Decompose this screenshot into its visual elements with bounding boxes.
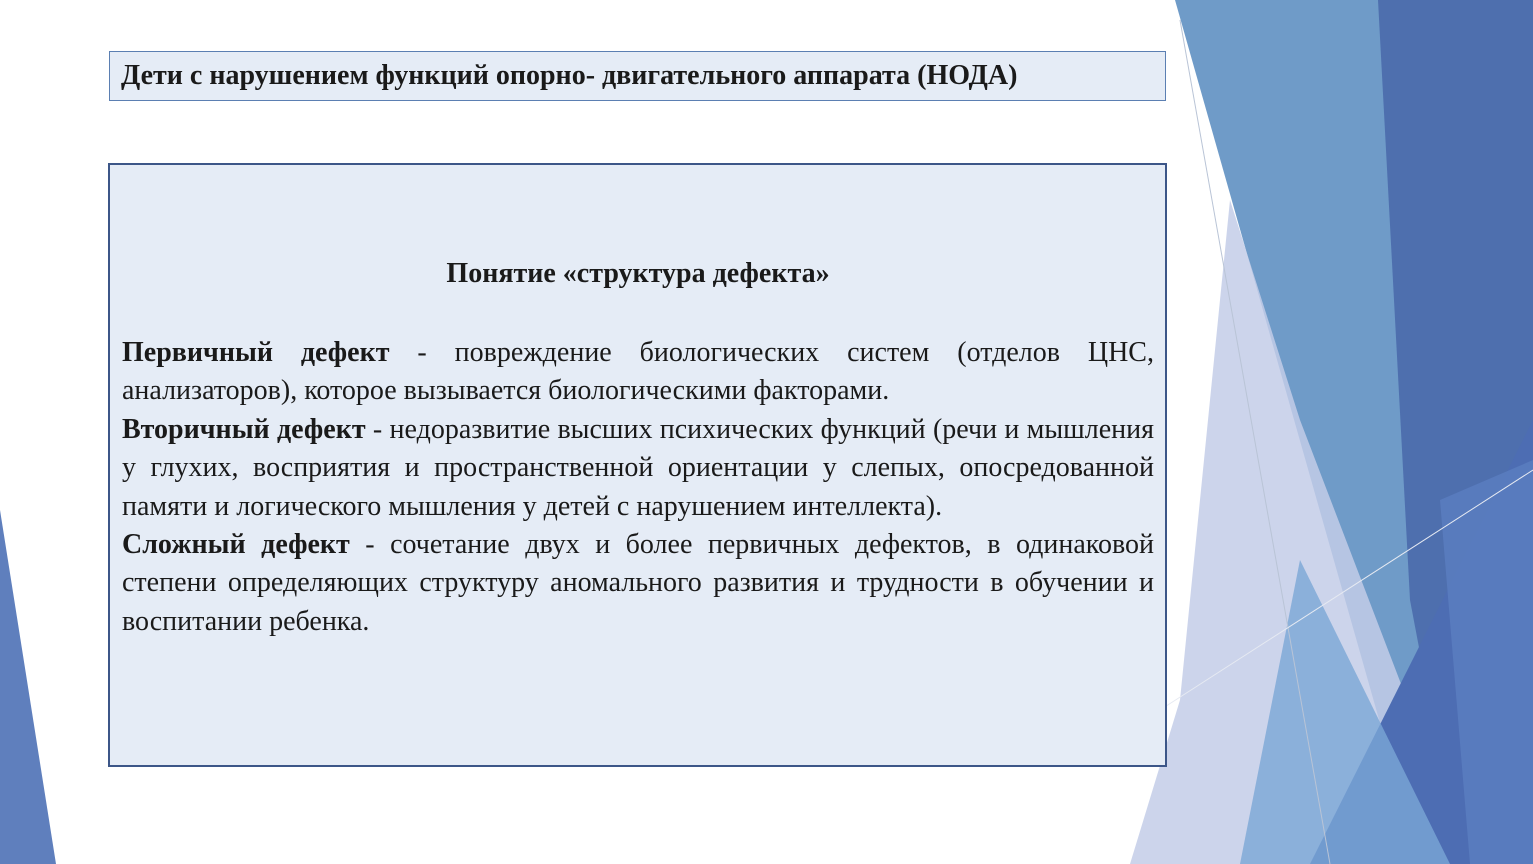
slide-title: Дети с нарушением функций опорно- двигательного аппарата (НОДА)	[121, 60, 1018, 91]
definition-text: - сочетание двух и более первичных дефектов, в одинаковой степени определяющих структуру аномального развития и трудности в обучении и воспитании ребенка.	[122, 529, 1154, 637]
definition-term: Сложный дефект	[122, 529, 350, 561]
definition-term: Вторичный дефект	[122, 413, 366, 445]
section-heading: Понятие «структура дефекта»	[446, 258, 830, 289]
definition-term: Первичный дефект	[122, 337, 390, 368]
definition-secondary	[122, 411, 1154, 526]
slide-title-box	[109, 51, 1166, 101]
content-box	[108, 163, 1167, 767]
left-blue-triangle	[0, 510, 56, 864]
definition-text: - недоразвитие высших психических функций (речи и мышления у глухих, восприятия и пространственной ориентации у слепых, опосредованной памяти и логического мышления у детей с нарушением интеллекта).	[122, 413, 1154, 522]
definition-complex	[122, 526, 1154, 641]
definition-primary	[122, 334, 1154, 411]
definition-text: - повреждение биологических систем (отделов ЦНС, анализаторов), которое вызывается биологическими факторами.	[122, 337, 1154, 407]
